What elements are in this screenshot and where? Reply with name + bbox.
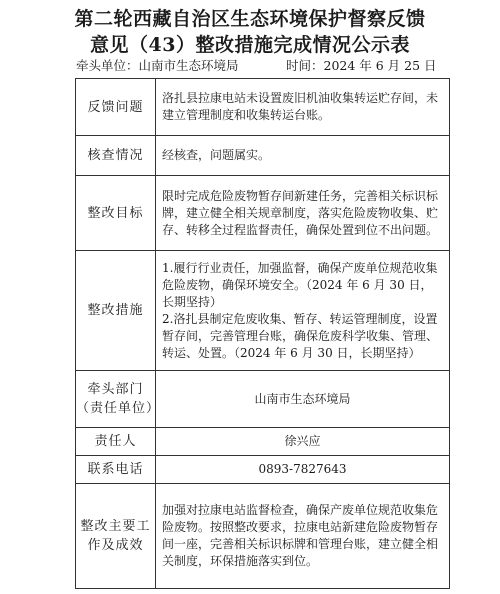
result-content: 加强对拉康电站监督检查，确保产废单位规范收集危险废物。按照整改要求，拉康电站新建危险废物暂存间一座，完善相关标识标牌和管理台账，建立健全相关制度，环保措施落实到位。 [156, 484, 450, 589]
title-line-1: 第二轮西藏自治区生态环境保护督察反馈 [74, 8, 426, 30]
verify-label: 核查情况 [76, 136, 156, 176]
dept-label-line-1: 牵头部门 [87, 382, 144, 397]
row-phone [76, 456, 450, 484]
row-dept [76, 371, 450, 428]
phone-label: 联系电话 [76, 456, 156, 484]
row-person [76, 428, 450, 456]
row-goal [76, 176, 450, 251]
result-label-line-1: 整改主要工 [80, 519, 151, 534]
measures-label: 整改措施 [76, 251, 156, 371]
dept-content: 山南市生态环境局 [156, 371, 450, 428]
measures-content [156, 251, 450, 371]
goal-content: 限时完成危险废物暂存间新建任务，完善相关标识标牌，建立健全相关规章制度，落实危险废物收集、贮存、转移全过程监督责任，确保处置到位不出问题。 [156, 176, 450, 251]
result-label-line-2: 作及成效 [87, 538, 144, 553]
title-line-2: 意见（43）整改措施完成情况公示表 [90, 34, 410, 56]
person-content: 徐兴应 [156, 428, 450, 456]
dept-label [76, 371, 161, 428]
phone-content: 0893-7827643 [156, 456, 450, 484]
result-label [76, 484, 156, 589]
row-feedback [76, 79, 450, 136]
feedback-content: 洛扎县拉康电站未设置废旧机油收集转运贮存间，未建立管理制度和收集转运台账。 [156, 79, 450, 136]
person-label: 责任人 [76, 428, 156, 456]
goal-label: 整改目标 [76, 176, 156, 251]
dept-label-line-2: （责任单位） [76, 401, 161, 416]
lead-unit: 牵头单位：山南市生态环境局 [76, 58, 239, 73]
row-measures [76, 251, 450, 371]
row-verify [76, 136, 450, 176]
row-result [76, 484, 450, 589]
document-title [0, 6, 500, 58]
verify-content: 经核查，问题属实。 [156, 136, 450, 176]
feedback-label: 反馈问题 [76, 79, 156, 136]
publish-time: 时间：2024 年 6 月 25 日 [286, 58, 437, 73]
measure-1: 1.履行行业责任，加强监督，确保产废单位规范收集危险废物，确保环境安全。（2024 年 6 月 30 日，长期坚持） [162, 260, 438, 309]
rectification-table [75, 78, 450, 589]
measure-2: 2.洛扎县制定危废收集、暂存、转运管理制度，设置暂存间，完善管理台账，确保危废科学收集、管理、转运、处置。（2024 年 6 月 30 日，长期坚持） [162, 311, 439, 360]
